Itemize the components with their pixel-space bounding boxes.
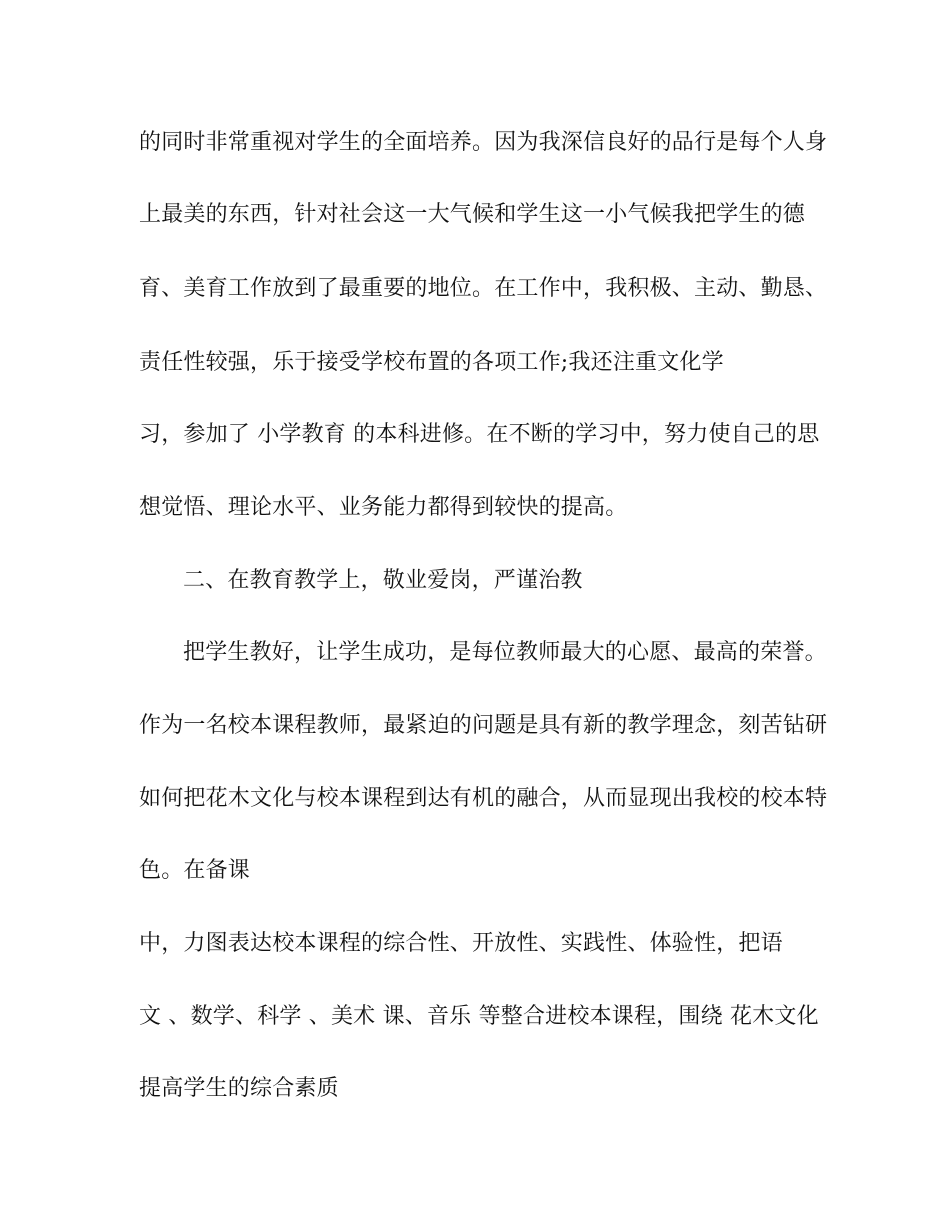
text-line-1: 的同时非常重视对学生的全面培养。因为我深信良好的品行是每个人身 [139,130,828,155]
text-line-4: 责任性较强，乐于接受学校布置的各项工作;我还注重文化学 [139,350,724,375]
text-line-9: 作为一名校本课程教师，最紧迫的问题是具有新的教学理念，刻苦钻研 [139,713,828,738]
text-line-5: 习，参加了 小学教育 的本科进修。在不断的学习中，努力使自己的思 [139,422,820,447]
text-line-11: 色。在备课 [139,858,251,883]
text-line-14: 提高学生的综合素质 [139,1076,339,1101]
text-line-10: 如何把花木文化与校本课程到达有机的融合，从而显现出我校的校本特 [139,786,828,811]
text-line-3: 育、美育工作放到了最重要的地位。在工作中，我积极、主动、勤恳、 [139,276,828,301]
text-line-13: 文 、数学、科学 、美术 课、音乐 等整合进校本课程，围绕 花木文化 [139,1004,819,1029]
text-line-2: 上最美的东西，针对社会这一大气候和学生这一小气候我把学生的德 [139,202,806,227]
section-heading: 二、在教育教学上，敬业爱岗，严谨治教 [183,568,583,593]
text-line-6: 想觉悟、理论水平、业务能力都得到较快的提高。 [139,495,628,520]
text-line-12: 中，力图表达校本课程的综合性、开放性、实践性、体验性，把语 [139,931,783,956]
text-line-8: 把学生教好，让学生成功，是每位教师最大的心愿、最高的荣誉。 [183,640,827,665]
